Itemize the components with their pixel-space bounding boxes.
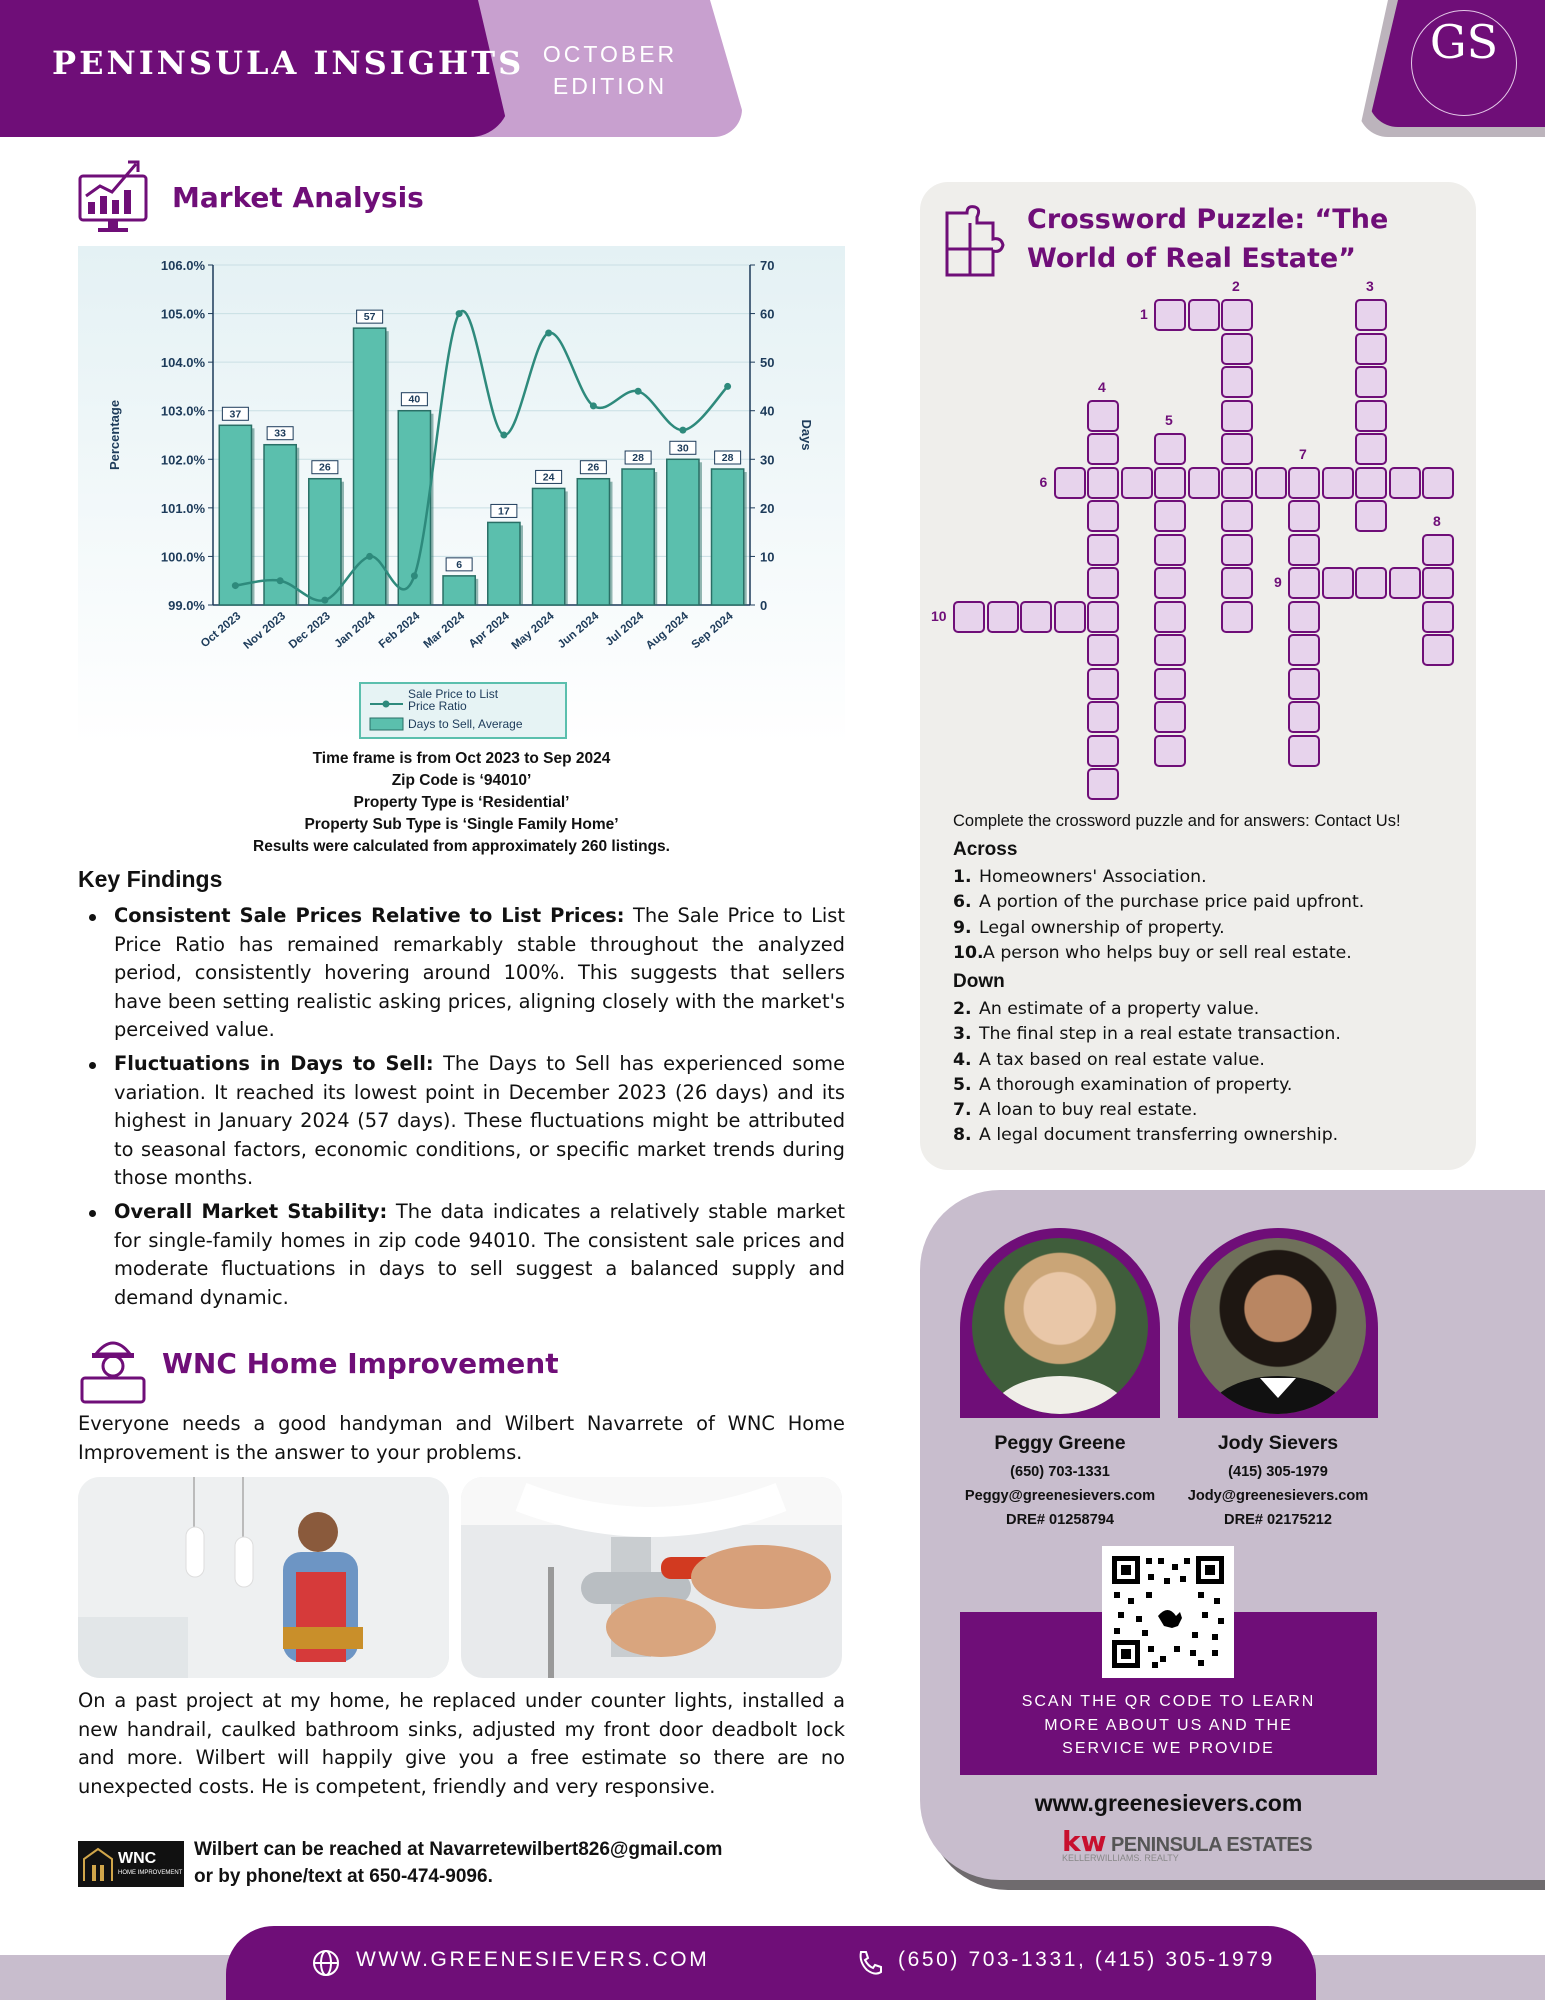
crossword-cell[interactable] (1087, 433, 1119, 465)
crossword-cell[interactable] (1087, 601, 1119, 633)
x-tick-label: Nov 2023 (241, 610, 289, 652)
crossword-cell[interactable] (1221, 500, 1253, 532)
ratio-point (411, 572, 418, 579)
avatar-peggy (972, 1238, 1148, 1414)
bar-data-label: 40 (408, 393, 421, 406)
bar (309, 479, 341, 605)
footer-website[interactable]: WWW.GREENESIEVERS.COM (356, 1948, 710, 1971)
crossword-cell[interactable] (1355, 567, 1387, 599)
key-findings-heading: Key Findings (78, 866, 223, 892)
clue-item: 5. A thorough examination of property. (953, 1074, 1293, 1095)
crossword-cell[interactable] (1288, 668, 1320, 700)
bar-data-label: 6 (456, 558, 463, 571)
crossword-title: Crossword Puzzle: “The World of Real Estate” (1027, 204, 1389, 274)
wnc-contact: Wilbert can be reached at Navarretewilbert826@gmail.com or by phone/text at 650-474-9096. (194, 1839, 723, 1887)
crossword-cell[interactable] (1054, 467, 1086, 499)
y-left-tick-label: 103.0% (160, 403, 205, 419)
bar-data-label: 26 (319, 461, 331, 474)
crossword-number: 1 (1140, 306, 1148, 322)
crossword-cell[interactable] (1288, 601, 1320, 633)
crossword-number: 4 (1098, 378, 1106, 395)
x-tick-label: Aug 2024 (643, 610, 691, 653)
clue-item: 7. A loan to buy real estate. (953, 1100, 1198, 1121)
key-findings-list (78, 902, 845, 1317)
crossword-cell[interactable] (1355, 333, 1387, 365)
y-left-tick-label: 99.0% (168, 598, 205, 613)
x-tick-label: Oct 2023 (198, 610, 244, 651)
ratio-point (590, 402, 597, 409)
clue-item: 2. An estimate of a property value. (953, 999, 1260, 1019)
crossword-cell[interactable] (1154, 634, 1186, 666)
crossword-cell[interactable] (1154, 500, 1186, 532)
crossword-cell[interactable] (953, 601, 985, 633)
bar (577, 479, 609, 605)
x-tick-label: May 2024 (509, 610, 557, 653)
crossword-number: 2 (1232, 278, 1240, 294)
crossword-cell[interactable] (1288, 534, 1320, 566)
bar-data-label: 24 (542, 471, 555, 484)
scan-promo-text: SCAN THE QR CODE TO LEARN MORE ABOUT US AND THE SERVICE WE PROVIDE (1021, 1693, 1316, 1757)
legend-label-days: Days to Sell, Average (408, 717, 523, 731)
x-tick-label: Jul 2024 (603, 610, 647, 649)
bar (622, 469, 654, 605)
crossword-cell[interactable] (1087, 634, 1119, 666)
y-right-tick-label: 30 (760, 452, 775, 468)
crossword-cell[interactable] (1355, 366, 1387, 398)
crossword-number: 7 (1299, 445, 1307, 462)
agent-email-link[interactable]: Peggy@greenesievers.com (964, 1488, 1156, 1504)
footer-phones: (650) 703-1331, (415) 305-1979 (898, 1948, 1275, 1971)
crossword-number: 5 (1165, 412, 1173, 428)
crossword-cell[interactable] (1221, 366, 1253, 398)
crossword-cell[interactable] (1154, 601, 1186, 633)
down-heading: Down (953, 971, 1005, 992)
clue-item: 3. The final step in a real estate transaction. (953, 1024, 1341, 1045)
crossword-cell[interactable] (1154, 299, 1186, 331)
x-tick-label: Apr 2024 (466, 610, 512, 651)
wnc-body: On a past project at my home, he replaced under counter lights, installed a new handrail, caulked bathroom sinks, adjusted my front door deadbolt lock and more. Wilbert will happily give you a free estimate so there are no unexpected costs. He is competent, friendly and very responsive. (78, 1689, 845, 1798)
crossword-cell[interactable] (1422, 601, 1454, 633)
globe-icon (311, 1948, 341, 1983)
crossword-number: 6 (1039, 473, 1048, 490)
crossword-cell[interactable] (1422, 467, 1454, 499)
clue-item: 9. Legal ownership of property. (953, 917, 1225, 938)
crossword-cell[interactable] (1087, 701, 1119, 733)
wnc-intro: Everyone needs a good handyman and Wilbert Navarrete of WNC Home Improvement is the answer to your problems. (78, 1412, 845, 1464)
crossword-cell[interactable] (1389, 467, 1421, 499)
crossword-cell[interactable] (1422, 634, 1454, 666)
crossword-number: 9 (1274, 574, 1282, 590)
crossword-number: 3 (1366, 278, 1374, 294)
crossword-cell[interactable] (1020, 601, 1052, 633)
crossword-cell[interactable] (1288, 567, 1320, 599)
crossword-cell[interactable] (1188, 299, 1220, 331)
clue-item: 4. A tax based on real estate value. (953, 1049, 1265, 1070)
bar (533, 488, 565, 605)
crossword-cell[interactable] (1087, 467, 1119, 499)
crossword-cell[interactable] (1154, 735, 1186, 767)
crossword-cell[interactable] (1221, 433, 1253, 465)
bar-data-label: 28 (632, 452, 644, 464)
agent-name: Jody Sievers (1217, 1432, 1339, 1454)
bar-data-label: 37 (229, 408, 242, 421)
finding-item: Consistent Sale Prices Relative to List Prices: The Sale Price to List Price Ratio has remained remarkably stable throughout the analyzed period, consistently hovering around 100%. This suggests that sellers have been setting realistic asking prices, aligning closely with the market's perceived value. (78, 902, 845, 1045)
clue-item: 8. A legal document transferring ownership. (953, 1125, 1339, 1146)
crossword-cell[interactable] (1221, 299, 1253, 331)
y-left-tick-label: 102.0% (160, 452, 205, 468)
crossword-cell[interactable] (1221, 534, 1253, 566)
ratio-point (635, 388, 642, 395)
crossword-cell[interactable] (1422, 534, 1454, 566)
qr-code[interactable] (1102, 1546, 1234, 1678)
across-heading: Across (953, 839, 1018, 860)
ratio-point (321, 597, 328, 604)
crossword-cell[interactable] (1221, 400, 1253, 432)
x-tick-label: Jun 2024 (555, 610, 602, 651)
bar-data-label: 57 (363, 311, 376, 324)
legend-label-ratio: Sale Price to List Price Ratio (408, 687, 499, 713)
ratio-point (724, 383, 731, 390)
crossword-cell[interactable] (1422, 567, 1454, 599)
bar-data-label: 26 (587, 461, 600, 474)
y-right-tick-label: 50 (760, 355, 775, 371)
market-analysis-heading: Market Analysis (172, 181, 424, 214)
crossword-cell[interactable] (1221, 601, 1253, 633)
y-right-tick-label: 10 (760, 549, 775, 565)
y-right-tick-label: 70 (760, 258, 775, 273)
ratio-point (277, 577, 284, 584)
wnc-heading: WNC Home Improvement (162, 1347, 559, 1380)
y-right-tick-label: 60 (760, 306, 775, 322)
bar (712, 469, 744, 605)
agent-name: Peggy Greene (994, 1432, 1126, 1454)
crossword-cell[interactable] (1288, 500, 1320, 532)
legend-line-marker (383, 701, 390, 708)
crossword-cell[interactable] (1389, 567, 1421, 599)
bar (443, 576, 475, 605)
clue-item: 10.A person who helps buy or sell real estate. (953, 942, 1352, 963)
crossword-cell[interactable] (1288, 735, 1320, 767)
crossword-number: 10 (931, 607, 947, 624)
crossword-cell[interactable] (1221, 467, 1253, 499)
ratio-point (545, 330, 552, 337)
crossword-cell[interactable] (987, 601, 1019, 633)
y-left-tick-label: 106.0% (160, 258, 205, 273)
crossword-cell[interactable] (1087, 534, 1119, 566)
crossword-cell[interactable] (1355, 467, 1387, 499)
x-tick-label: Sep 2024 (689, 610, 736, 652)
brokerage-logo: kw PENINSULA ESTATES KELLERWILLIAMS. REALTY (1062, 1825, 1313, 1863)
y-right-tick-label: 40 (760, 403, 775, 419)
crossword-cell[interactable] (1087, 768, 1119, 800)
crossword-cell[interactable] (1121, 467, 1153, 499)
across-clues (953, 865, 1364, 966)
ratio-point (232, 582, 239, 589)
legend-bar-swatch (370, 718, 403, 730)
finding-item: Fluctuations in Days to Sell: The Days to Sell has experienced some variation. It reached its lowest point in December 2023 (26 days) and its highest in January 2024 (57 days). These fluctuations might be attributed to seasonal factors, economic conditions, or specific market trends during those months. (78, 1050, 845, 1193)
crossword-cell[interactable] (1154, 567, 1186, 599)
plumbing-repair-photo (461, 1477, 842, 1678)
crossword-instructions: Complete the crossword puzzle and for answers: Contact Us! (953, 812, 1401, 830)
bar-data-label: 17 (498, 505, 510, 518)
crossword-cell[interactable] (1288, 634, 1320, 666)
y-left-tick-label: 101.0% (160, 500, 205, 516)
y-right-tick-label: 20 (760, 500, 775, 516)
market-chart-svg (78, 246, 845, 746)
x-tick-label: Dec 2023 (286, 610, 333, 652)
agent-details: (415) 305-1979 Jody@greenesievers.com DRE# 02175212 (1158, 1460, 1398, 1532)
crossword-cell[interactable] (1322, 567, 1354, 599)
crossword-cell[interactable] (1322, 467, 1354, 499)
crossword-cell[interactable] (1221, 333, 1253, 365)
crossword-cell[interactable] (1255, 467, 1287, 499)
handyman-lights-photo (78, 1477, 449, 1678)
crossword-cell[interactable] (1087, 735, 1119, 767)
crossword-cell[interactable] (1087, 567, 1119, 599)
crossword-cell[interactable] (1154, 701, 1186, 733)
crossword-cell[interactable] (1087, 500, 1119, 532)
newsletter-title: PENINSULA INSIGHTS (52, 44, 525, 82)
chart-monitor-icon (78, 158, 150, 241)
agent-email-link[interactable]: Jody@greenesievers.com (1187, 1488, 1369, 1504)
clue-item: 1. Homeowners' Association. (953, 867, 1207, 887)
edition-label: OCTOBER EDITION (542, 41, 678, 99)
phone-icon (855, 1948, 885, 1983)
gs-logo-letters: GS (1429, 15, 1499, 69)
y-left-axis-label: Percentage (107, 399, 122, 471)
down-clues (953, 997, 1341, 1149)
wnc-logo: WNC HOME IMPROVEMENT (78, 1841, 184, 1887)
bar (488, 522, 520, 605)
y-left-tick-label: 104.0% (160, 355, 205, 371)
ratio-point (500, 432, 507, 439)
crossword-cell[interactable] (1087, 668, 1119, 700)
crossword-cell[interactable] (1188, 467, 1220, 499)
agent-details: (650) 703-1331 Peggy@greenesievers.com DRE# 01258794 (940, 1460, 1180, 1532)
y-right-tick-label: 0 (760, 598, 768, 613)
crossword-number: 8 (1433, 512, 1441, 529)
handyman-icon (78, 1330, 148, 1409)
bar (667, 459, 699, 605)
bar-data-label: 30 (677, 442, 689, 455)
website-link[interactable]: www.greenesievers.com (1034, 1790, 1303, 1816)
puzzle-icon (937, 205, 1013, 286)
ratio-point (679, 427, 686, 434)
crossword-cell[interactable] (1355, 299, 1387, 331)
crossword-cell[interactable] (1288, 701, 1320, 733)
ratio-point (456, 310, 463, 317)
x-tick-label: Jan 2024 (332, 610, 378, 651)
crossword-cell[interactable] (1288, 467, 1320, 499)
crossword-cell[interactable] (1221, 567, 1253, 599)
y-right-axis-label: Days (799, 419, 814, 451)
x-tick-label: Mar 2024 (421, 610, 468, 651)
x-tick-label: Feb 2024 (376, 610, 423, 651)
crossword-cell[interactable] (1154, 534, 1186, 566)
y-left-tick-label: 100.0% (160, 549, 205, 565)
finding-item: Overall Market Stability: The data indicates a relatively stable market for single-family homes in zip code 94010. The consistent sale prices and moderate fluctuations in days to sell suggest a balanced supply and demand dynamic. (78, 1198, 845, 1312)
crossword-cell[interactable] (1154, 433, 1186, 465)
y-left-tick-label: 105.0% (160, 306, 205, 322)
chart-caption: Time frame is from Oct 2023 to Sep 2024 Zip Code is ‘94010’ Property Type is ‘Residential’ Property Sub Type is ‘Single Family Home’ Results were calculated from approximately 260 listings. (253, 750, 670, 855)
bar-data-label: 28 (721, 452, 734, 464)
crossword-cell[interactable] (1154, 467, 1186, 499)
bar-data-label: 33 (274, 427, 286, 440)
market-chart (78, 246, 845, 746)
crossword-cell[interactable] (1154, 668, 1186, 700)
crossword-cell[interactable] (1355, 433, 1387, 465)
crossword-cell[interactable] (1355, 400, 1387, 432)
bar (219, 425, 251, 605)
clue-item: 6. A portion of the purchase price paid upfront. (953, 892, 1365, 913)
avatar-jody (1190, 1238, 1366, 1414)
crossword-cell[interactable] (1087, 400, 1119, 432)
ratio-point (366, 553, 373, 560)
crossword-cell[interactable] (1054, 601, 1086, 633)
crossword-cell[interactable] (1355, 500, 1387, 532)
